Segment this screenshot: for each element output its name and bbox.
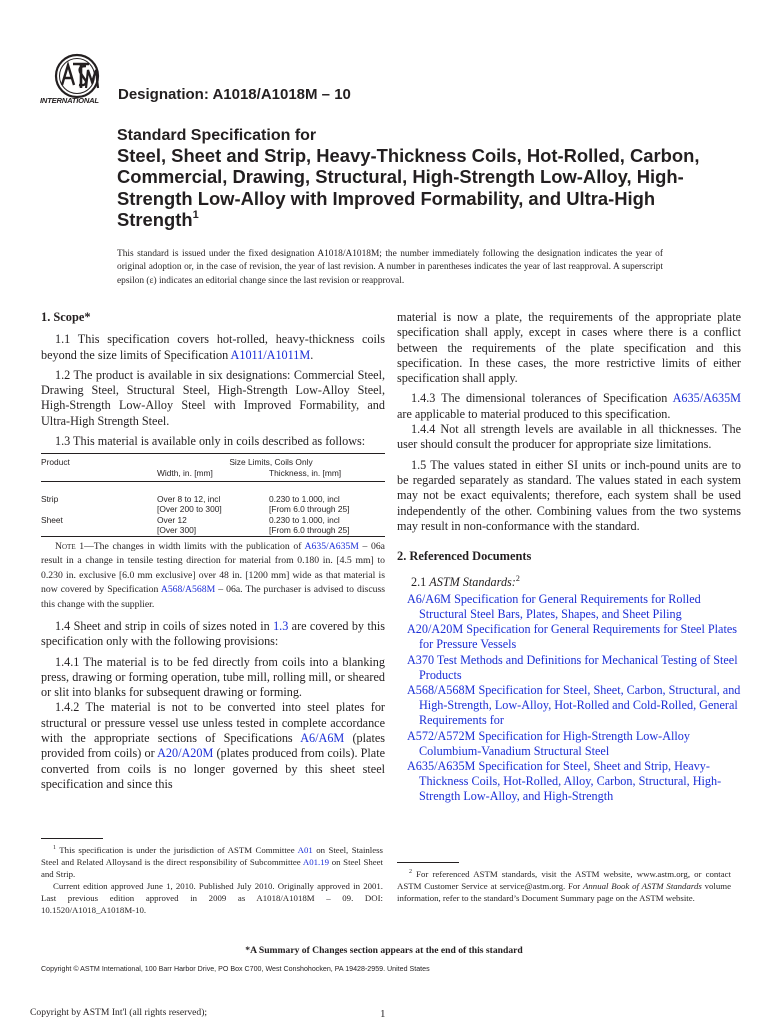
cell-width <box>157 515 269 537</box>
cell-thickness-in: 0.230 to 1.000, incl <box>269 493 340 504</box>
link-subcommittee-a01-19[interactable]: A01.19 <box>302 856 330 867</box>
footnote-1-text-a: This specification is under the jurisdiction of ASTM Committee <box>56 844 298 855</box>
ref-title[interactable]: Specification for Steel, Sheet, Carbon, Structural, and High-Strength, Low-Alloy, Hot-Rolled and Cold-Rolled, General Requirements for <box>419 683 741 728</box>
note-text-c: – 06a. The purchaser is advised to discuss this change with the supplier. <box>41 584 385 610</box>
para-1-4-3-text: 1.4.3 The dimensional tolerances of Specification <box>411 391 673 406</box>
ref-code[interactable]: A572/A572M <box>407 728 476 743</box>
list-item <box>407 683 741 729</box>
ref-title[interactable]: Specification for General Requirements for Steel Plates for Pressure Vessels <box>419 622 737 652</box>
para-2-1-num: 2.1 <box>411 575 430 590</box>
ref-code[interactable]: A635/A635M <box>407 759 476 774</box>
note-label: Note <box>55 540 76 552</box>
para-2-1-sup: 2 <box>515 574 520 584</box>
size-limits-table <box>41 453 385 537</box>
cell-width-in: Over 12 <box>157 514 187 525</box>
cell-width-mm: [Over 300] <box>157 525 197 536</box>
designation-year: – 10 <box>317 86 351 103</box>
para-1-4-1: 1.4.1 The material is to be fed directly from coils into a blanking press, drawing or forming operation, tube mill, rolling mill, or sheared or slit into blanks for subsequent drawing or forming. <box>41 654 385 700</box>
reference-list <box>397 592 741 805</box>
designation <box>118 86 351 103</box>
para-1-4-text: 1.4 Sheet and strip in coils of sizes noted in <box>55 618 274 633</box>
para-1-4 <box>41 619 385 650</box>
note-1 <box>41 540 385 612</box>
list-item <box>407 759 741 805</box>
cell-thickness <box>269 481 385 515</box>
table-subheader-row <box>41 468 385 481</box>
para-1-3: 1.3 This material is available only in coils described as follows: <box>55 434 366 449</box>
footnote-1 <box>41 842 383 916</box>
cell-thickness <box>269 515 385 537</box>
th-size-limits: Size Limits, Coils Only <box>229 457 313 468</box>
footnote-1-text-c: on Steel Sheet and Strip. <box>41 856 383 879</box>
th-thickness: Thickness, in. [mm] <box>269 468 385 481</box>
ref-title[interactable]: Test Methods and Definitions for Mechanical Testing of Steel Products <box>419 652 738 682</box>
link-section-1-3[interactable]: 1.3 <box>273 618 289 633</box>
para-1-4-2-text: 1.4.2 The material is not to be converted into steel plates for structural or pressure vessel use unless tested in complete accordance with the appropriate sections of Specifications <box>41 700 385 746</box>
link-a1011[interactable]: A1011/A1011M <box>230 347 311 362</box>
para-1-1 <box>41 332 385 363</box>
footnote-2-italic: Annual Book of ASTM Standards <box>583 880 702 891</box>
note-text-a: 1—The changes in width limits with the publication of <box>75 540 305 552</box>
referenced-heading: 2. Referenced Documents <box>397 549 532 564</box>
left-column <box>41 310 385 797</box>
para-1-5: 1.5 The values stated in either SI units or inch-pound units are to be regarded separately as standard. The values stated in each system may not be exact equivalents; therefore, each system shall be used independently of the other. Combining values from the two systems may result in non-conformance with the standard. <box>397 457 741 533</box>
ref-code[interactable]: A6/A6M <box>407 591 452 606</box>
table-header-row <box>41 454 385 468</box>
cell-thickness-mm: [From 6.0 through 25] <box>269 504 350 515</box>
para-1-2: 1.2 The product is available in six designations: Commercial Steel, Drawing Steel, Structural Steel, High-Strength Low-Alloy Steel, High-Strength Low-Alloy Steel with Improved Formability, and Ultra-High Strength Steel. <box>41 367 385 428</box>
link-a20[interactable]: A20/A20M <box>157 746 214 761</box>
title-footnote-mark: 1 <box>192 209 199 222</box>
footnote-1-p1 <box>41 842 383 880</box>
list-item <box>407 653 741 683</box>
para-1-4-end: are covered by this specification only with the following provisions: <box>41 618 385 649</box>
para-1-4-2-mid: (plates provided from coils) or <box>41 731 385 761</box>
title-text: Steel, Sheet and Strip, Heavy-Thickness Coils, Hot-Rolled, Carbon, Commercial, Drawing, Structural, High-Strength Low-Alloy, High-Strength Low-Alloy with Improved Formability, and Ultra-High Strength <box>117 145 700 231</box>
astm-logo <box>42 52 112 106</box>
footnote-1-mark: 1 <box>53 845 56 851</box>
th-blank <box>41 468 157 481</box>
footnote-2-text-a: For referenced ASTM standards, visit the ASTM website, www.astm.org, or contact ASTM Customer Service at service@astm.org. For <box>397 868 731 891</box>
footnote-2 <box>397 866 731 904</box>
cell-product: Sheet <box>41 515 157 537</box>
link-a6[interactable]: A6/A6M <box>300 731 345 746</box>
cell-product: Strip <box>41 493 59 504</box>
cell-thickness-in: 0.230 to 1.000, incl <box>269 514 340 525</box>
ref-title[interactable]: Specification for Steel, Sheet and Strip, Heavy-Thickness Coils, Hot-Rolled, Alloy, Carbon, Structural, High-Strength Low-Alloy, and High-Strength <box>419 759 722 804</box>
cell-thickness-mm: [From 6.0 through 25] <box>269 525 350 536</box>
para-2-1-title: ASTM Standards: <box>429 575 516 590</box>
list-item <box>407 729 741 759</box>
cell-width-mm: [Over 200 to 300] <box>157 504 222 515</box>
cell-width <box>157 481 269 515</box>
ref-code[interactable]: A370 <box>407 652 435 667</box>
scope-heading: 1. Scope* <box>41 310 91 324</box>
list-item <box>407 622 741 652</box>
copyright-address: Copyright © ASTM International, 100 Barr Harbor Drive, PO Box C700, West Conshohocken, PA 19428-2959. United States <box>41 965 430 973</box>
list-item <box>407 592 741 622</box>
para-2-1 <box>397 571 741 590</box>
para-1-1-text: 1.1 This specification covers hot-rolled, heavy-thickness coils beyond the size limits of Specification <box>41 332 385 362</box>
footnote-rule-right <box>397 862 459 863</box>
footnote-2-mark: 2 <box>409 869 412 875</box>
logo-subtext: INTERNATIONAL <box>40 96 99 105</box>
note-text-b: – 06a result in a change in tensile testing direction for material from 0.180 in. [4.5 mm] to 0.230 in. exclusive [6.0 mm exclusive] over 48 in. [1200 mm] wide as that material is now covered by Specification <box>41 540 385 596</box>
table-row <box>41 481 385 515</box>
title-main <box>117 145 737 231</box>
para-1-1-end: . <box>310 347 314 362</box>
ref-title[interactable]: Specification for High-Strength Low-Alloy Columbium-Vanadium Structural Steel <box>419 728 690 758</box>
ref-title[interactable]: Specification for General Requirements for Rolled Structural Steel Bars, Plates, Shapes, and Sheet Piling <box>419 591 701 622</box>
summary-of-changes-note: *A Summary of Changes section appears at the end of this standard <box>245 945 523 956</box>
th-width: Width, in. [mm] <box>157 468 269 481</box>
th-product: Product <box>41 457 70 468</box>
page-number: 1 <box>380 1008 386 1020</box>
link-a635[interactable]: A635/A635M <box>304 540 359 552</box>
ref-code[interactable]: A568/A568M <box>407 683 476 698</box>
ref-code[interactable]: A20/A20M <box>407 622 464 637</box>
footnote-1-text-b: on Steel, Stainless Steel and Related Alloysand is the direct responsibility of Subcommittee <box>41 844 383 867</box>
para-1-4-3-end: are applicable to material produced to this specification. <box>397 406 671 421</box>
link-committee-a01[interactable]: A01 <box>297 844 313 855</box>
footnote-1-p2: Current edition approved June 1, 2010. Published July 2010. Originally approved in 2001. Last previous edition approved in 2009 as A1018/A1018M – 09. DOI: 10.1520/A1018_A1018M-10. <box>41 880 383 915</box>
link-a635-b[interactable]: A635/A635M <box>672 391 741 406</box>
link-a568[interactable]: A568/A568M <box>160 584 216 596</box>
designation-label: Designation: A1018/A1018M <box>118 86 318 103</box>
footnote-2-text-b: volume information, refer to the standard’s Document Summary page on the ASTM website. <box>397 880 731 903</box>
copyright-notice: Copyright by ASTM Int'l (all rights reserved); <box>30 1007 208 1018</box>
para-1-4-2 <box>41 700 385 792</box>
para-1-4-4: 1.4.4 Not all strength levels are available in all thicknesses. The user should consult the producer for appropriate size limitations. <box>397 422 741 452</box>
issued-note: This standard is issued under the fixed designation A1018/A1018M; the number immediately following the designation indicates the year of original adoption or, in the case of revision, the year of last revision. A number in parentheses indicates the year of last reapproval. A superscript epsilon (ε) indicates an editorial change since the last revision or reapproval. <box>117 249 663 286</box>
title-prefix: Standard Specification for <box>117 127 317 144</box>
para-1-4-3 <box>397 391 741 422</box>
para-1-4-2-end: (plates produced from coils). Plate converted from coils is no longer governed by this sheet steel specification and since this <box>41 746 385 791</box>
title-block <box>117 126 737 231</box>
right-column <box>397 310 741 805</box>
para-continued: material is now a plate, the requirements of the appropriate plate specification shall apply, except in cases where there is a conflict between the requirements of the plate specification and this specification. In these cases, the more restrictive limits of either specification shall apply. <box>397 310 741 386</box>
footnote-2-p1 <box>397 866 731 904</box>
cell-width-in: Over 8 to 12, incl <box>157 493 221 504</box>
table-row <box>41 515 385 537</box>
footnote-rule-left <box>41 838 103 839</box>
